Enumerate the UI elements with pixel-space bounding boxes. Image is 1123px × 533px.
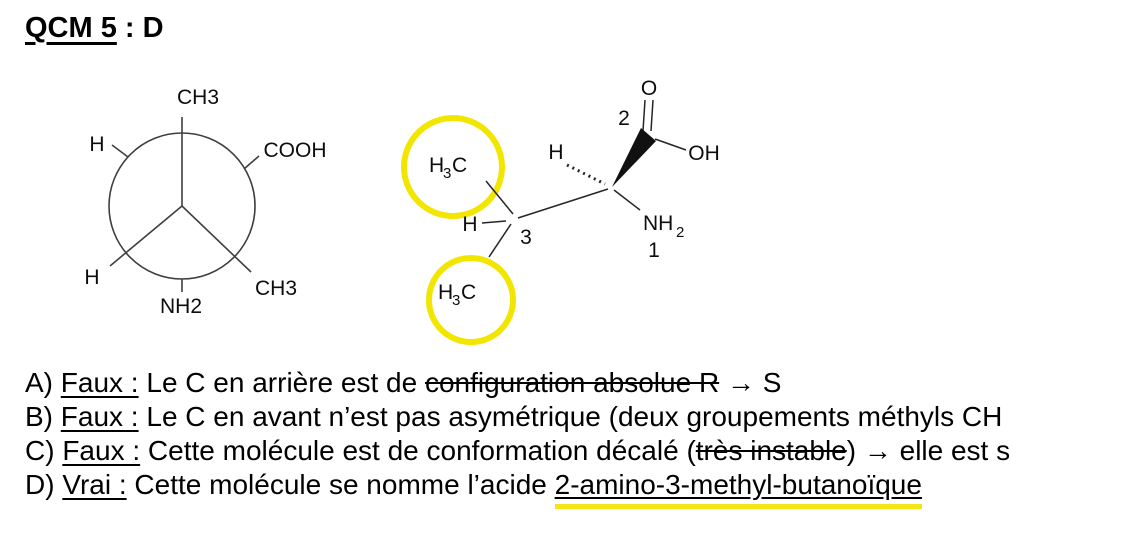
carbonyl-double-bond-2 (651, 100, 653, 131)
newman-label-nh2-bottom: NH2 (159, 295, 203, 318)
molecule-label-nh: NH (643, 212, 674, 235)
answer-d-verdict: Vrai : (62, 469, 127, 500)
answer-b-text: Le C en avant n’est pas asymétrique (deux groupements méthyls CH (138, 401, 1003, 432)
answer-c-letter: C) (25, 435, 63, 466)
newman-front-bond-lower-right (182, 206, 251, 272)
answer-c-verdict: Faux : (62, 435, 141, 466)
newman-label-ch3-top: CH3 (176, 86, 220, 109)
newman-label-h-lower-left: H (84, 266, 100, 289)
c2-nh2-bond (614, 190, 640, 210)
methyl-top-c: C (452, 154, 468, 177)
answer-a-correction: → S (719, 367, 782, 398)
molecule-label-oh: OH (688, 142, 720, 165)
newman-label-h-upper-left: H (89, 133, 105, 156)
answer-d-text: Cette molécule se nomme l’acide (126, 469, 555, 500)
methyl-bottom-c: C (461, 281, 477, 304)
newman-projection (109, 117, 259, 292)
hashed-wedge-h-c2 (567, 165, 605, 184)
answer-b-verdict: Faux : (60, 401, 139, 432)
molecule-label-nh-sub: 2 (676, 224, 685, 241)
methyl-bottom-h: H (438, 281, 454, 304)
newman-back-bond-upper-right (244, 156, 259, 169)
title-qcm-number: QCM 5 (25, 12, 117, 44)
answer-a-verdict: Faux : (60, 367, 139, 398)
carbonyl-double-bond-1 (643, 100, 645, 131)
title-answer-letter: : D (116, 12, 164, 44)
newman-label-cooh: COOH (263, 139, 327, 162)
answer-a-strikethrough: configuration absolue R (424, 367, 720, 398)
molecule-label-pos1: 1 (648, 239, 660, 262)
c3-h-bond (482, 221, 506, 223)
answer-line-c (25, 434, 1010, 468)
answer-a-text: Le C en arrière est de (138, 367, 425, 398)
answer-line-b (25, 400, 1002, 434)
answer-c-strikethrough: très instable (695, 435, 847, 466)
methyl-top-sub: 3 (443, 165, 452, 182)
newman-label-ch3-lower-right: CH3 (254, 277, 298, 300)
molecule-label-o: O (640, 77, 658, 100)
molecule-label-pos3: 3 (520, 226, 532, 249)
newman-front-bond-lower-left (110, 206, 182, 266)
newman-back-bond-upper-left (112, 145, 128, 157)
molecule-label-pos2: 2 (618, 107, 630, 130)
answer-a-letter: A) (25, 367, 61, 398)
answer-b-letter: B) (25, 401, 61, 432)
methyl-bottom-sub: 3 (452, 292, 461, 309)
answer-c-text: Cette molécule est de conformation décalé ( (140, 435, 696, 466)
c-oh-bond (655, 139, 686, 150)
molecule-label-h-top: H (548, 141, 564, 164)
answer-d-molecule-name: 2-amino-3-methyl-butanoïque (555, 469, 922, 509)
c2-c3-bond (518, 189, 608, 218)
answer-c-correction: ) → elle est s (846, 435, 1011, 466)
answer-d-letter: D) (25, 469, 63, 500)
methyl-top-h: H (429, 154, 445, 177)
c3-methyl-bottom-bond (489, 224, 511, 257)
molecule-label-h-left: H (462, 213, 478, 236)
bold-wedge-c2-cooh (612, 128, 656, 187)
answer-line-d (25, 468, 922, 502)
answer-line-a (25, 366, 781, 400)
